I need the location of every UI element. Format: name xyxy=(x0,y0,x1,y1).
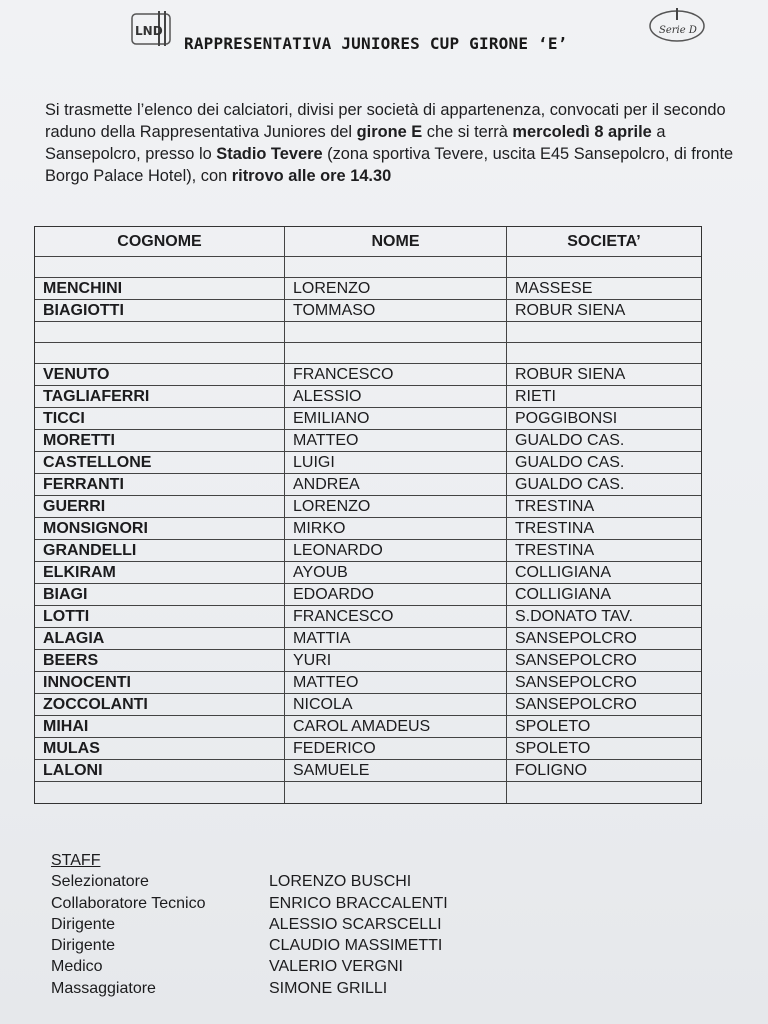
cognome-cell xyxy=(35,257,285,277)
cognome-cell: BIAGIOTTI xyxy=(35,300,285,321)
intro-bold-date: mercoledì 8 aprile xyxy=(512,123,652,141)
table-row xyxy=(35,760,701,782)
societa-cell: TRESTINA xyxy=(515,498,595,515)
table-row xyxy=(35,562,701,584)
intro-text-4: (zona sportiva Tevere, uscita E45 Sansepolcro, di fronte Borgo Palace Hotel), con xyxy=(45,145,734,185)
nome-cell: EDOARDO xyxy=(285,584,507,605)
staff-role: Massaggiatore xyxy=(51,979,156,997)
intro-text-2: che si terrà xyxy=(422,123,513,141)
nome-cell: LEONARDO xyxy=(285,540,507,561)
staff-row xyxy=(51,871,448,892)
table-row xyxy=(35,343,701,364)
nome-cell: MATTIA xyxy=(285,628,507,649)
nome-cell xyxy=(285,343,507,363)
nome-cell: FEDERICO xyxy=(285,738,507,759)
staff-role: Dirigente xyxy=(51,915,116,933)
table-row xyxy=(35,386,701,408)
societa-cell: TRESTINA xyxy=(515,542,595,559)
table-row xyxy=(35,364,701,386)
cognome-cell: MULAS xyxy=(35,738,285,759)
cognome-cell xyxy=(35,343,285,363)
cognome-cell: TICCI xyxy=(35,408,285,429)
societa-cell: SPOLETO xyxy=(515,740,591,757)
nome-cell: MATTEO xyxy=(285,672,507,693)
table-header-row xyxy=(35,227,701,257)
cognome-cell: BEERS xyxy=(35,650,285,671)
staff-row xyxy=(51,978,448,999)
nome-cell: YURI xyxy=(285,650,507,671)
nome-cell: FRANCESCO xyxy=(285,606,507,627)
cognome-cell: LALONI xyxy=(35,760,285,781)
societa-cell: MASSESE xyxy=(515,280,593,297)
intro-bold-girone: girone E xyxy=(356,123,423,141)
staff-person: CLAUDIO MASSIMETTI xyxy=(269,937,443,955)
societa-cell: GUALDO CAS. xyxy=(515,454,625,471)
cognome-cell: MENCHINI xyxy=(35,278,285,299)
societa-cell: COLLIGIANA xyxy=(515,586,612,603)
table-row xyxy=(35,606,701,628)
table-row xyxy=(35,584,701,606)
cognome-cell: FERRANTI xyxy=(35,474,285,495)
nome-cell: NICOLA xyxy=(285,694,507,715)
table-row xyxy=(35,408,701,430)
table-row xyxy=(35,452,701,474)
table-row xyxy=(35,430,701,452)
cognome-cell xyxy=(35,322,285,342)
table-row xyxy=(35,518,701,540)
cognome-cell: ELKIRAM xyxy=(35,562,285,583)
table-row xyxy=(35,738,701,760)
intro-bold-stadium: Stadio Tevere xyxy=(216,145,323,163)
societa-cell: SANSEPOLCRO xyxy=(515,630,637,647)
cognome-cell: VENUTO xyxy=(35,364,285,385)
table-row xyxy=(35,300,701,322)
table-row xyxy=(35,278,701,300)
header-cognome: COGNOME xyxy=(35,227,285,256)
table-row xyxy=(35,540,701,562)
nome-cell: SAMUELE xyxy=(285,760,507,781)
societa-cell: S.DONATO TAV. xyxy=(515,608,633,625)
cognome-cell: CASTELLONE xyxy=(35,452,285,473)
table-row xyxy=(35,650,701,672)
staff-role: Dirigente xyxy=(51,937,116,955)
cognome-cell: ALAGIA xyxy=(35,628,285,649)
cognome-cell: TAGLIAFERRI xyxy=(35,386,285,407)
staff-role: Selezionatore xyxy=(51,873,149,891)
page-title: RAPPRESENTATIVA JUNIORES CUP GIRONE ‘E’ xyxy=(184,34,568,53)
staff-person: VALERIO VERGNI xyxy=(269,958,403,976)
staff-role: Medico xyxy=(51,958,103,976)
table-row xyxy=(35,716,701,738)
cognome-cell: ZOCCOLANTI xyxy=(35,694,285,715)
societa-cell: GUALDO CAS. xyxy=(515,432,625,449)
table-row xyxy=(35,474,701,496)
staff-person: LORENZO BUSCHI xyxy=(269,873,412,891)
nome-cell: LUIGI xyxy=(285,452,507,473)
nome-cell: MIRKO xyxy=(285,518,507,539)
cognome-cell: MONSIGNORI xyxy=(35,518,285,539)
societa-cell: TRESTINA xyxy=(515,520,595,537)
header-nome: NOME xyxy=(285,227,507,256)
table-row xyxy=(35,257,701,278)
cognome-cell: BIAGI xyxy=(35,584,285,605)
nome-cell xyxy=(285,257,507,277)
nome-cell: TOMMASO xyxy=(285,300,507,321)
cognome-cell: GUERRI xyxy=(35,496,285,517)
staff-row xyxy=(51,935,448,956)
societa-cell xyxy=(507,257,701,277)
header-societa: SOCIETA’ xyxy=(567,232,641,250)
nome-cell xyxy=(285,322,507,342)
staff-person: SIMONE GRILLI xyxy=(269,979,388,997)
table-row xyxy=(35,694,701,716)
societa-cell: FOLIGNO xyxy=(515,762,588,779)
table-row xyxy=(35,628,701,650)
lnd-logo-icon xyxy=(130,8,176,48)
societa-cell: SANSEPOLCRO xyxy=(515,674,637,691)
players-table xyxy=(34,226,702,804)
cognome-cell: LOTTI xyxy=(35,606,285,627)
societa-cell: POGGIBONSI xyxy=(515,410,618,427)
table-row xyxy=(35,496,701,518)
societa-cell: COLLIGIANA xyxy=(515,564,612,581)
intro-text-1: Si trasmette l’elenco dei calciatori, divisi per società di appartenenza, convocati per il secondo raduno della Rappresentativa Juniores del xyxy=(45,101,726,141)
staff-person: ALESSIO SCARSCELLI xyxy=(269,915,442,933)
staff-section xyxy=(51,850,448,999)
societa-cell: SANSEPOLCRO xyxy=(515,696,637,713)
nome-cell: FRANCESCO xyxy=(285,364,507,385)
nome-cell: LORENZO xyxy=(285,278,507,299)
nome-cell: ANDREA xyxy=(285,474,507,495)
serie-d-logo-text: Serie D xyxy=(659,25,697,36)
table-row xyxy=(35,322,701,343)
lnd-logo-text: LND xyxy=(135,24,163,38)
cognome-cell: MIHAI xyxy=(35,716,285,737)
nome-cell: LORENZO xyxy=(285,496,507,517)
societa-cell xyxy=(507,782,701,803)
cognome-cell: INNOCENTI xyxy=(35,672,285,693)
staff-row xyxy=(51,914,448,935)
societa-cell: GUALDO CAS. xyxy=(515,476,625,493)
cognome-cell: MORETTI xyxy=(35,430,285,451)
societa-cell: ROBUR SIENA xyxy=(515,366,626,383)
nome-cell: EMILIANO xyxy=(285,408,507,429)
societa-cell: ROBUR SIENA xyxy=(515,302,626,319)
staff-row xyxy=(51,956,448,977)
serie-d-logo-icon xyxy=(646,4,706,44)
staff-role: Collaboratore Tecnico xyxy=(51,894,206,912)
cognome-cell xyxy=(35,782,285,803)
societa-cell xyxy=(507,343,701,363)
cognome-cell: GRANDELLI xyxy=(35,540,285,561)
intro-text-3: a Sansepolcro, presso lo xyxy=(45,123,666,163)
societa-cell: RIETI xyxy=(515,388,556,405)
nome-cell: ALESSIO xyxy=(285,386,507,407)
societa-cell: SANSEPOLCRO xyxy=(515,652,637,669)
nome-cell: MATTEO xyxy=(285,430,507,451)
table-row xyxy=(35,782,701,803)
staff-title: STAFF xyxy=(51,852,101,869)
nome-cell xyxy=(285,782,507,803)
table-row xyxy=(35,672,701,694)
societa-cell: SPOLETO xyxy=(515,718,591,735)
nome-cell: CAROL AMADEUS xyxy=(285,716,507,737)
intro-paragraph xyxy=(45,99,760,187)
societa-cell xyxy=(507,322,701,342)
staff-row xyxy=(51,893,448,914)
nome-cell: AYOUB xyxy=(285,562,507,583)
staff-person: ENRICO BRACCALENTI xyxy=(269,894,448,912)
intro-bold-meeting-time: ritrovo alle ore 14.30 xyxy=(231,167,392,185)
